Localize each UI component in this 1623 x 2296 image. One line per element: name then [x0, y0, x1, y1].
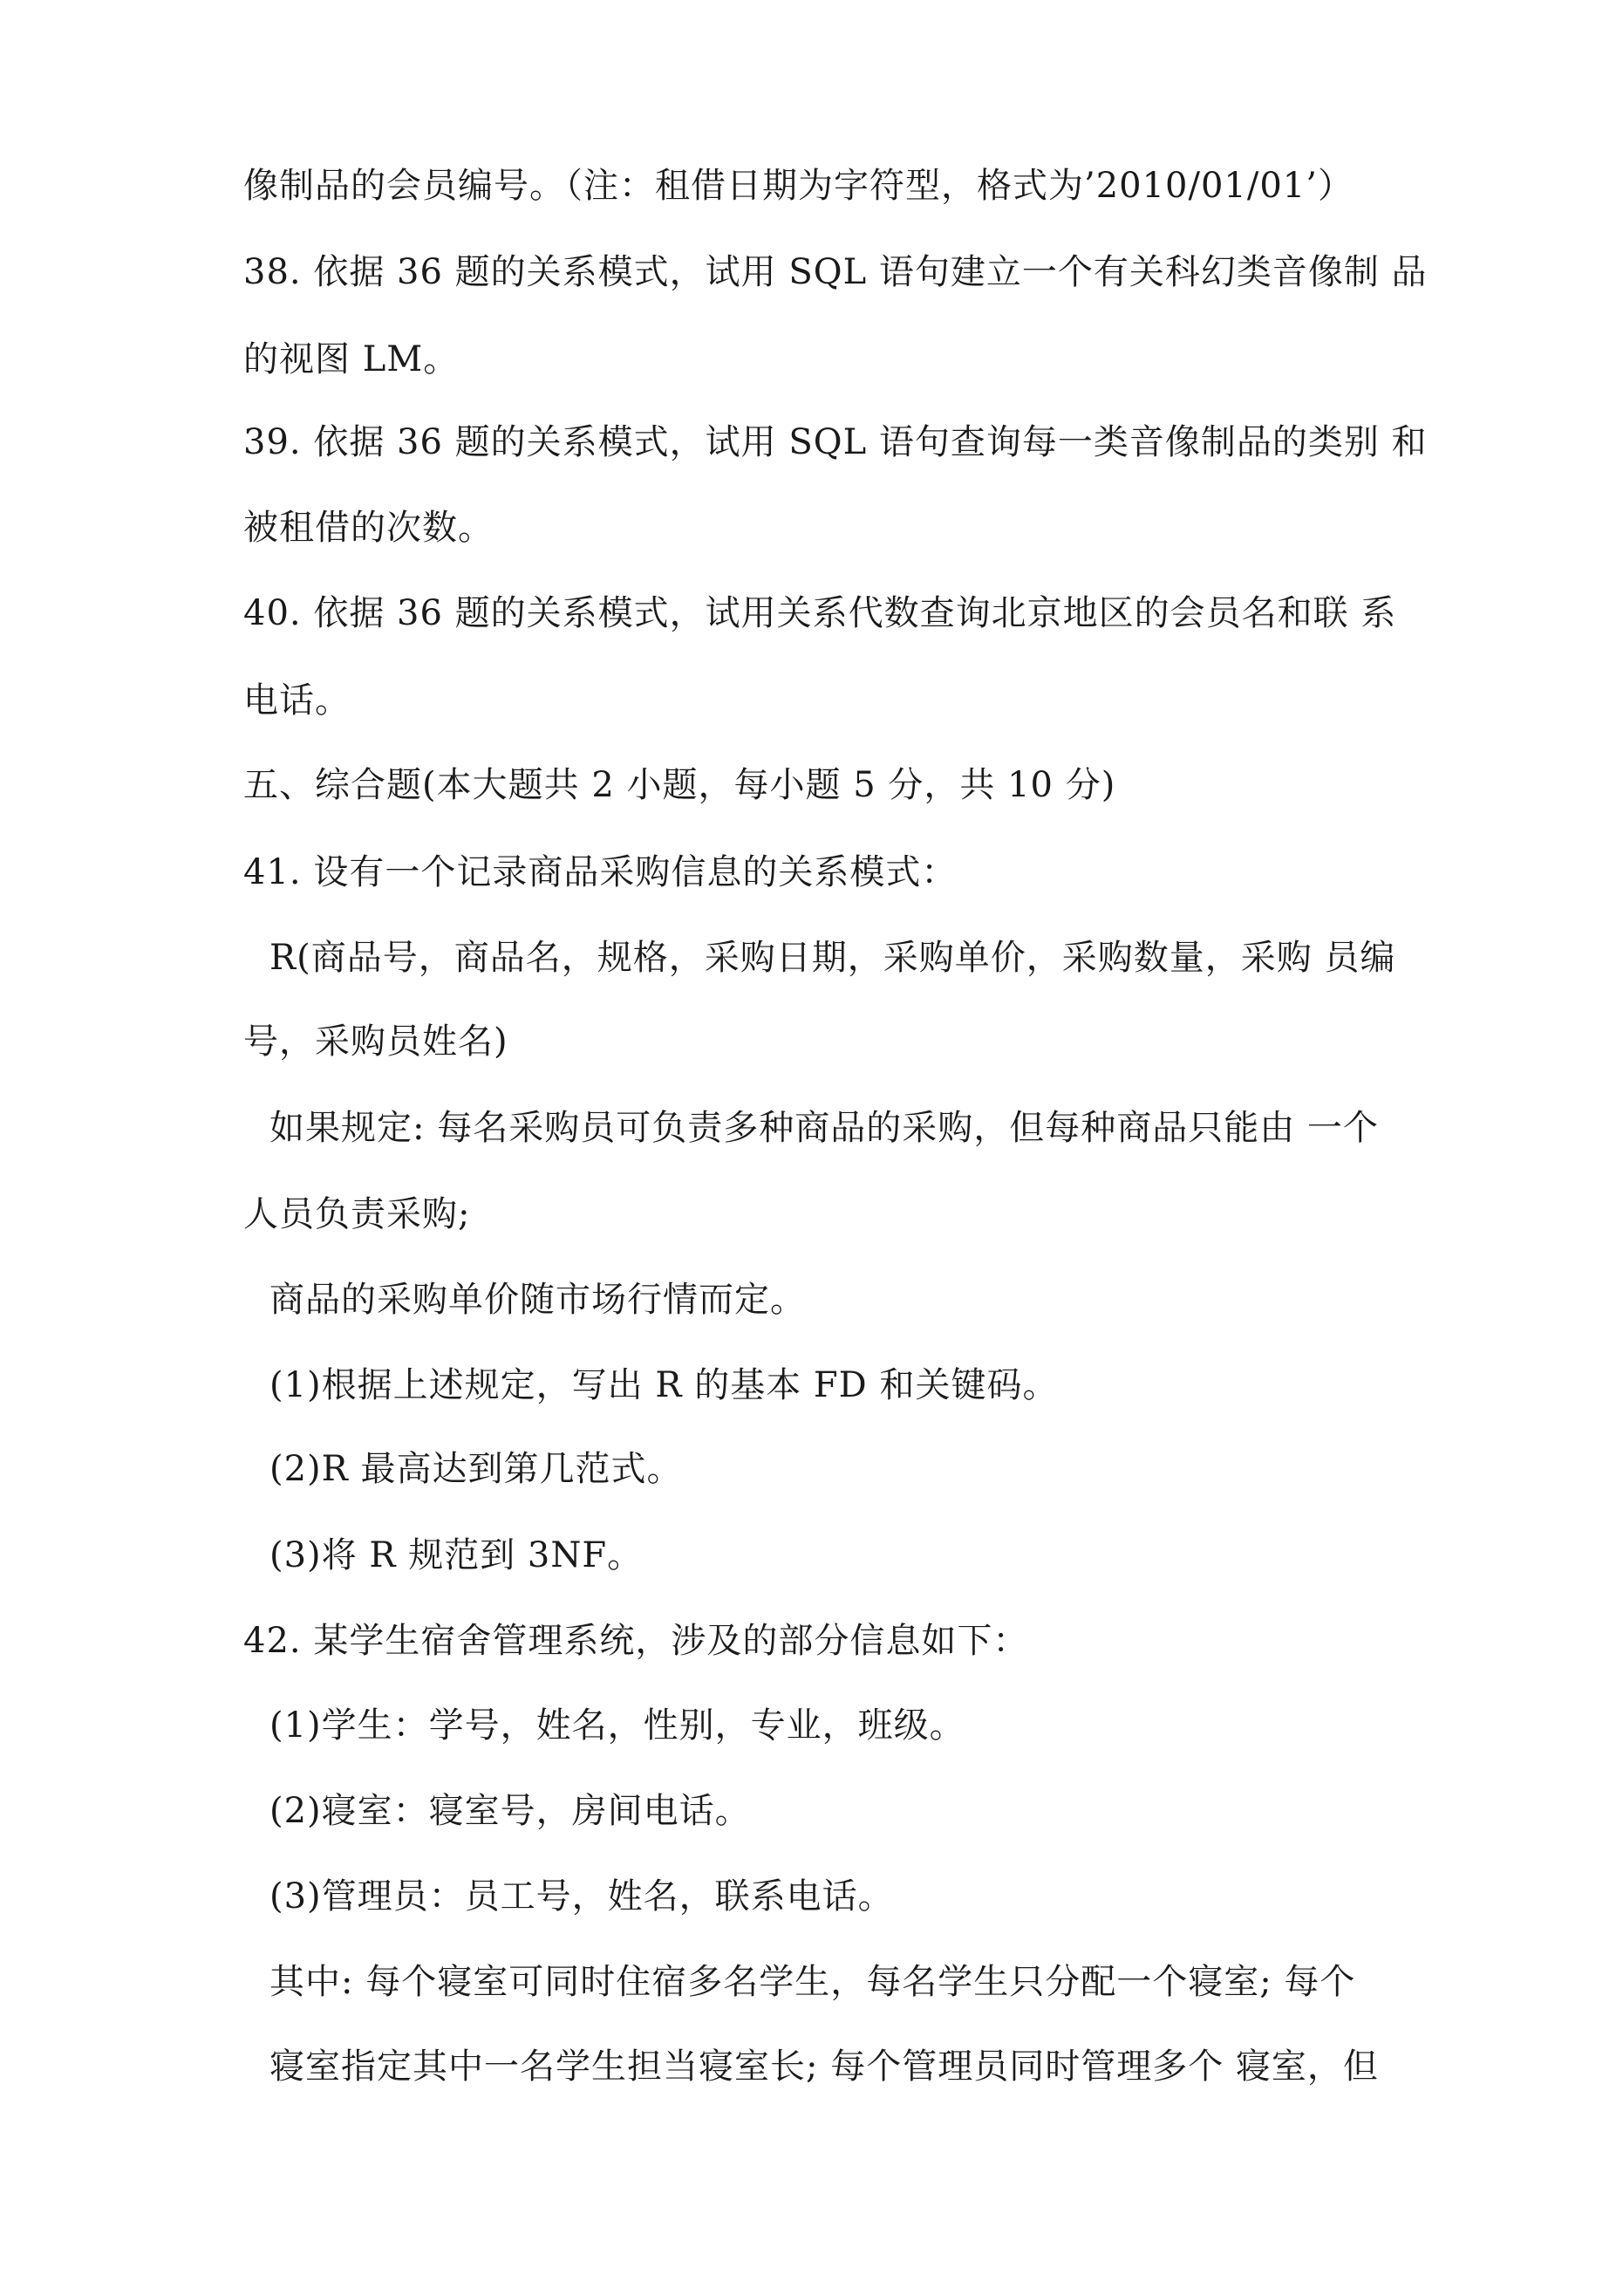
text-line-q41: 41. 设有一个记录商品采购信息的关系模式： — [243, 852, 958, 892]
text-line-19: (1)学生：学号，姓名，性别，专业，班级。 — [269, 1705, 965, 1746]
text-line-23: 寝室指定其中一名学生担当寝室长; 每个管理员同时管理多个 寝室，但 — [269, 2047, 1379, 2087]
text-line-3: 的视图 LM。 — [243, 339, 460, 379]
text-line-5: 被租借的次数。 — [243, 508, 494, 548]
text-line-16: (2)R 最高达到第几范式。 — [269, 1449, 683, 1489]
text-line-q40: 40. 依据 36 题的关系模式，试用关系代数查询北京地区的会员名和联 系 — [243, 593, 1397, 633]
text-line-q39: 39. 依据 36 题的关系模式，试用 SQL 语句查询每一类音像制品的类别 和 — [243, 422, 1428, 462]
text-line-14: 商品的采购单价随市场行情而定。 — [269, 1280, 806, 1320]
text-line-11: 号，采购员姓名) — [243, 1022, 508, 1062]
text-line-7: 电话。 — [243, 680, 351, 721]
text-line-13: 人员负责采购; — [243, 1194, 471, 1234]
text-line-10: R(商品号，商品名，规格，采购日期，采购单价，采购数量，采购 员编 — [269, 938, 1396, 978]
text-line-17: (3)将 R 规范到 3NF。 — [269, 1535, 644, 1575]
section-heading: 五、综合题(本大题共 2 小题，每小题 5 分，共 10 分) — [243, 765, 1116, 805]
text-line-q38: 38. 依据 36 题的关系模式，试用 SQL 语句建立一个有关科幻类音像制 品 — [243, 252, 1428, 292]
text-line-15: (1)根据上述规定，写出 R 的基本 FD 和关键码。 — [269, 1365, 1059, 1405]
text-line-12: 如果规定: 每名采购员可负责多种商品的采购，但每种商品只能由 一个 — [269, 1108, 1379, 1148]
text-line-q42: 42. 某学生宿舍管理系统，涉及的部分信息如下： — [243, 1621, 1029, 1661]
text-line-21: (3)管理员：员工号，姓名，联系电话。 — [269, 1876, 894, 1917]
text-line-20: (2)寝室：寝室号，房间电话。 — [269, 1791, 751, 1831]
text-line-1: 像制品的会员编号。（注：租借日期为字符型，格式为’2010/01/01’） — [243, 166, 1354, 206]
text-line-22: 其中: 每个寝室可同时住宿多名学生，每名学生只分配一个寝室; 每个 — [269, 1962, 1356, 2002]
